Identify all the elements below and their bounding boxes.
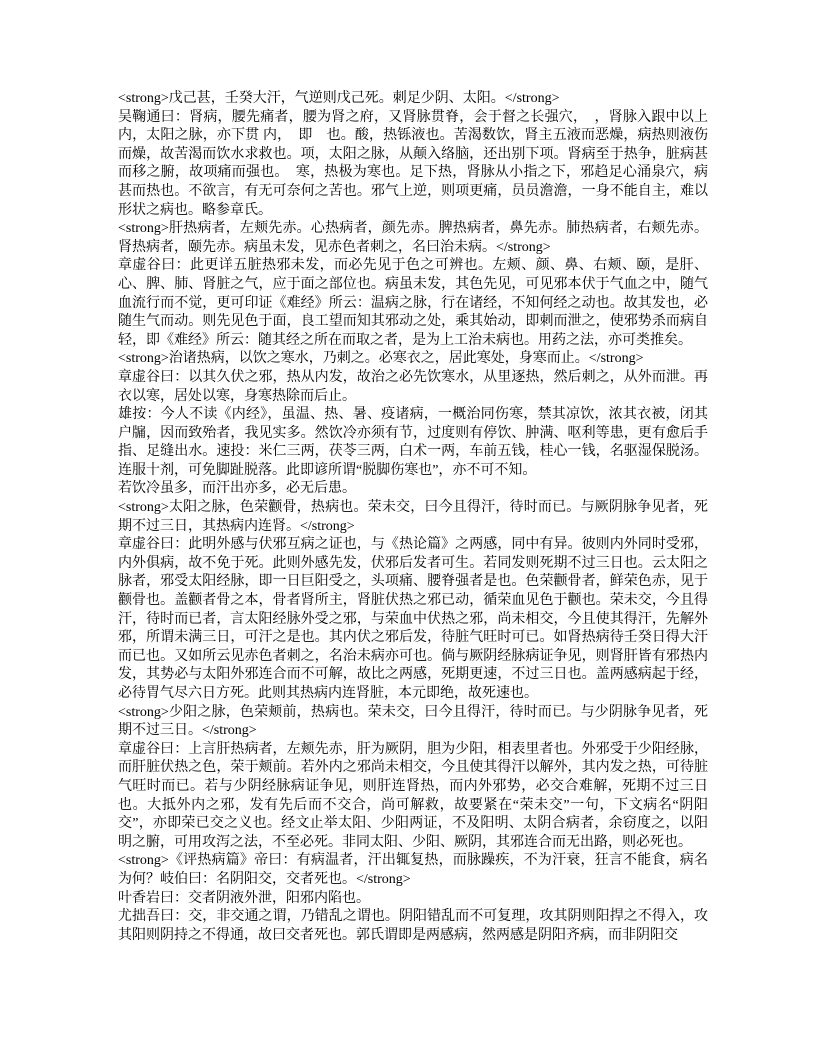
document-paragraph: <strong>肝热病者，左颊先赤。心热病者，颜先赤。脾热病者，鼻先赤。肺热病者，右颊先赤。肾热病者，颐先赤。病虽未发，见赤色者刺之，名曰治未病。</strong>: [118, 221, 708, 255]
document-paragraph: 章虚谷曰：此明外感与伏邪互病之证也，与《热论篇》之两感，同中有异。彼则内外同时受邪，内外俱病，故不免于死。此则外感先发，伏邪后发者可生。若同发则死期不过三日也。云太阳之脉者，邪受太阳经脉，即一日巨阳受之，头项痛、腰脊强者是也。色荣颧骨者，鲜荣色赤，见于颧骨也。盖颧者骨之本，骨者肾所主，肾脏伏热之邪已动，循荣血见色于颧也。荣未交，今且得汗，待时而已者，言太阳经脉外受之邪，与荣血中伏热之邪，尚未相交，今且使其得汗，先解外邪，所谓未满三日，可汗之是也。其内伏之邪后发，待脏气旺时可已。如肾热病待壬癸日得大汗而已也。又如所云见赤色者刺之，名治未病亦可也。倘与厥阴经脉病证争见，则肾肝皆有邪热内发，其势必与太阳外邪连合而不可解，故比之两感，死期更速，不过三日也。盖两感病起于经，必待胃气尽六日方死。此则其热病内连肾脏，本元即绝，故死速也。: [118, 537, 708, 701]
document-text-body: [118, 90, 708, 945]
document-paragraph: <strong>戊己甚，壬癸大汗，气逆则戊己死。刺足少阴、太阳。</strong>: [118, 91, 560, 106]
document-paragraph: 尤拙吾曰：交，非交通之谓，乃错乱之谓也。阴阳错乱而不可复理，攻其阴则阳捍之不得入，攻其阳则阴持之不得通，故曰交者死也。郭氏谓即是两感病，然两感是阴阳齐病，而非阴阳交: [118, 909, 708, 943]
document-paragraph: 叶香岩曰：交者阴液外泄，阳邪内陷也。: [118, 890, 370, 906]
document-paragraph: 章虚谷曰：以其久伏之邪，热从内发，故治之必先饮寒水，从里逐热，然后刺之，从外而泄。再衣以寒，居处以寒，身寒热除而后止。: [118, 369, 708, 404]
document-paragraph: <strong>治诸热病，以饮之寒水，乃刺之。必寒衣之，居此寒处，身寒而止。</strong>: [118, 351, 644, 367]
document-paragraph: 章虚谷曰：上言肝热病者，左颊先赤，肝为厥阴，胆为少阳，相表里者也。外邪受于少阳经脉，而肝脏伏热之色，荣于颊前。若外内之邪尚未相交，今且使其得汗以解外，其内发之热，可待脏气旺时而已。若与少阴经脉病证争见，则肝连肾热，而内外邪势，必交合难解，死期不过三日也。大抵外内之邪，发有先后而不交合，尚可解救，故要紧在“荣未交”一句，下文病名“阴阳交”，亦即荣已交之义也。经文止举太阳、少阳两证，不及阳明、太阴合病者，余窃度之，以阳明之腑，可用攻泻之法，不至必死。非同太阳、少阳、厥阴，其邪连合而无出路，则必死也。: [118, 741, 708, 850]
document-paragraph: <strong>少阳之脉，色荣颊前，热病也。荣未交，曰今且得汗，待时而已。与少阴脉争见者，死期不过三日。</strong>: [118, 704, 708, 739]
document-paragraph: 雄按：今人不读《内经》，虽温、热、暑、疫诸病，一概治同伤寒，禁其凉饮，浓其衣被，闭其户牖，因而致殆者，我见实多。然饮冷亦须有节，过度则有停饮、肿满、呕利等患，更有愈后手指、足缝出水。速投：米仁三两，茯苓三两，白术一两，车前五钱，桂心一钱，名驱湿保脱汤。连服十剂，可免脚趾脱落。此即谚所谓“脱脚伤寒也”，亦不可不知。: [118, 407, 708, 478]
document-paragraph: 章虚谷曰：此更详五脏热邪未发，而必先见于色之可辨也。左颊、颜、鼻、右颊、颐，是肝、心、脾、肺、肾脏之气，应于面之部位也。病虽未发，其色先见，可见邪本伏于气血之中，随气血流行而不觉，更可印证《难经》所云：温病之脉，行在诸经，不知何经之动也。故其发也，必随生气而动。则先见色于面，良工望而知其邪动之处，乘其始动，即刺而泄之，使邪势杀而病自轻，即《难经》所云：随其经之所在而取之者，是为上工治未病也。用药之法，亦可类推矣。: [118, 258, 708, 348]
document-paragraph: 吴鞠通曰：肾病，腰先痛者，腰为肾之府，又肾脉贯脊，会于督之长强穴， ，肾脉入跟中以上内，太阳之脉，亦下贯 内， 即 也。酸，热铄液也。苦渴数饮，肾主五液而恶燥，病热则液伤而燥，故苦渴而饮水求救也。项，太阳之脉，从颠入络脑，还出别下项。肾病至于热争，脏病甚而移之腑，故项痛而强也。 寒，热极为寒也。足下热，肾脉从小指之下，邪趋足心涌泉穴，病甚而热也。不欲言，有无可奈何之苦也。邪气上逆，则项更痛，员员澹澹，一身不能自主，难以形状之病也。略参章氏。: [118, 109, 708, 218]
document-paragraph: <strong>太阳之脉，色荣颧骨，热病也。荣未交，曰今且得汗，待时而已。与厥阴脉争见者，死期不过三日，其热病内连肾。</strong>: [118, 500, 708, 534]
document-paragraph: 若饮冷虽多，而汗出亦多，必无后患。: [118, 481, 356, 497]
document-paragraph: <strong>《评热病篇》帝曰：有病温者，汗出辄复热，而脉躁疾，不为汗衰，狂言不能食，病名为何？岐伯曰：名阴阳交，交者死也。</strong>: [118, 853, 708, 887]
